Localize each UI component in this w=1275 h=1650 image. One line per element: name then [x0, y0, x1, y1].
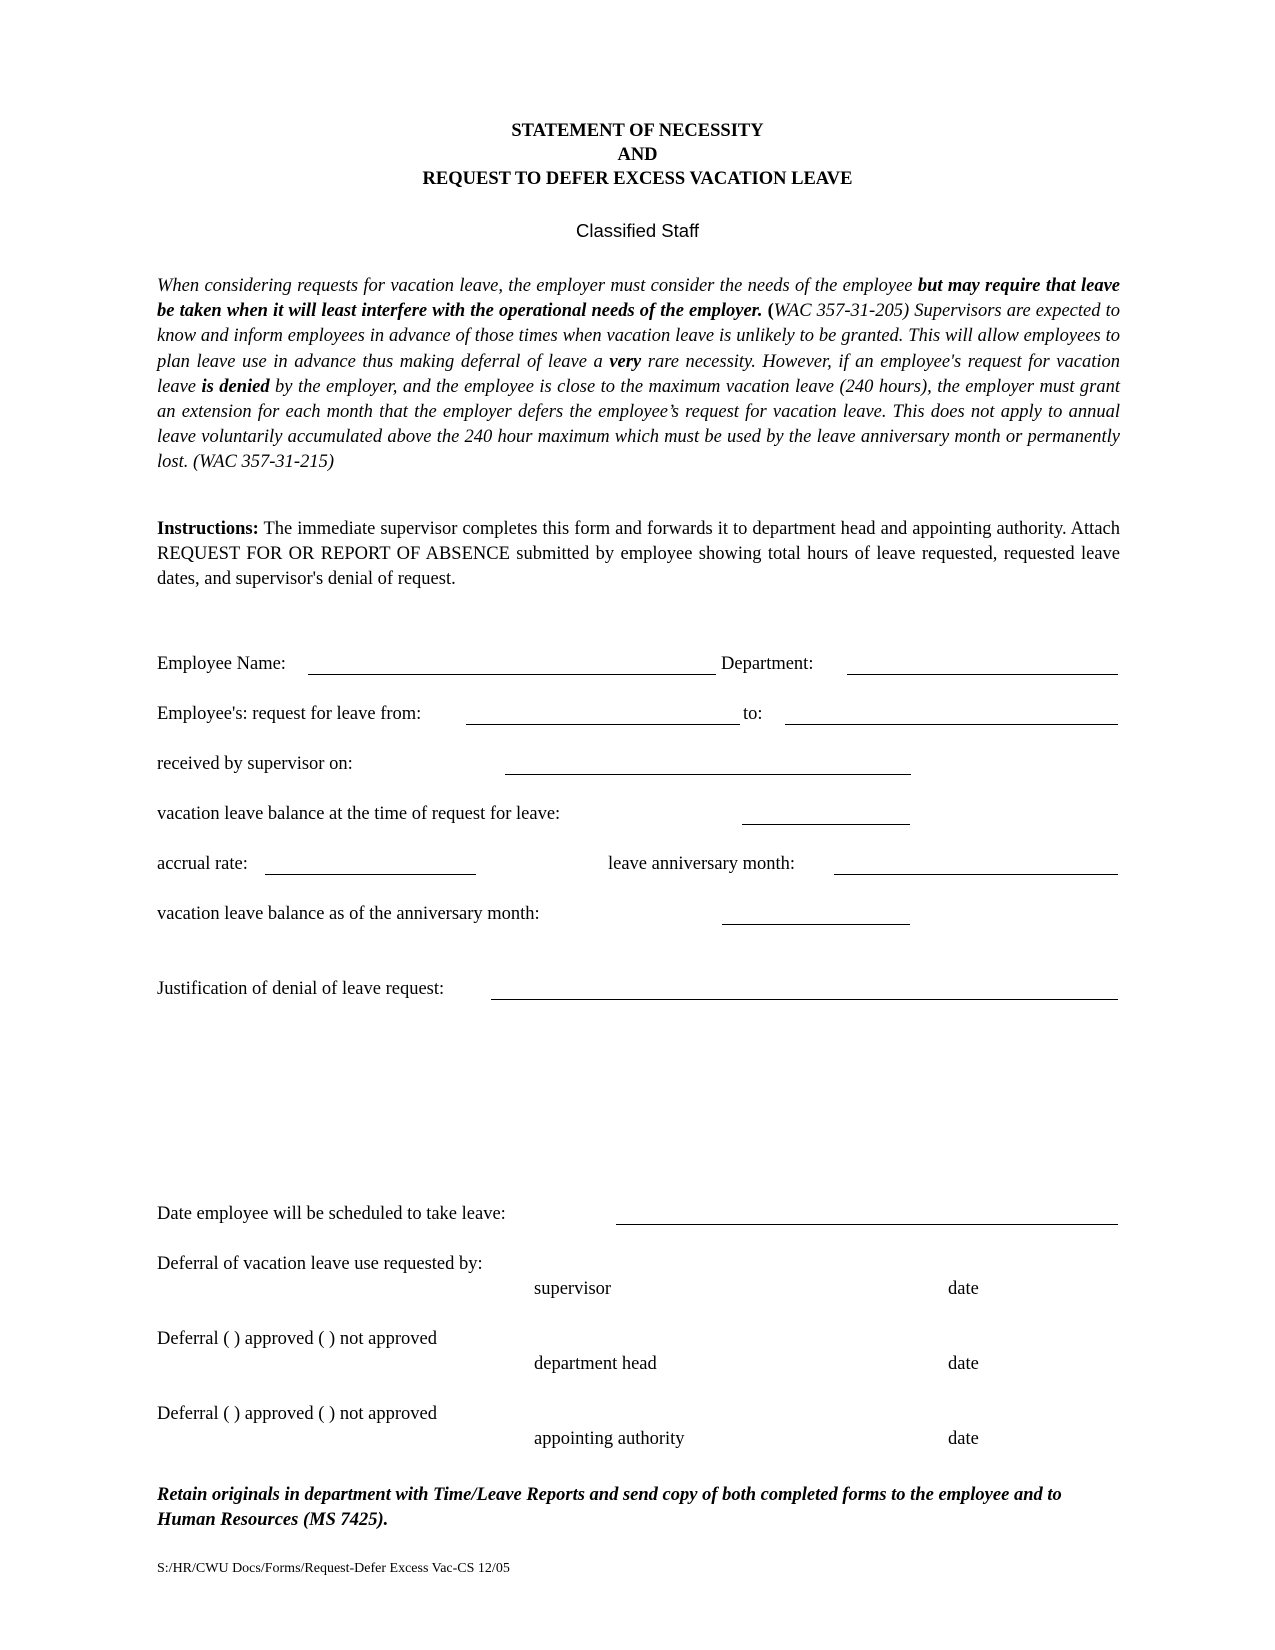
- received-by-label: received by supervisor on:: [157, 754, 353, 774]
- title-line-2: AND: [617, 145, 658, 165]
- instructions-text: The immediate supervisor completes this form and forwards it to department head and appointing authority. Attach REQUEST FOR OR REPORT OF ABSENCE submitted by employee showing total hours of leave requested, requested leave dates, and supervisor's denial of request.: [157, 519, 1120, 590]
- request-from-label: Employee's: request for leave from:: [157, 704, 422, 724]
- justification-line[interactable]: [491, 999, 1118, 1000]
- request-to-label: to:: [743, 704, 763, 724]
- deferral-approval-2: Deferral ( ) approved ( ) not approved: [157, 1404, 437, 1424]
- balance-at-request-line[interactable]: [742, 824, 910, 825]
- intro-paragraph: [157, 274, 1120, 476]
- title-line-1: STATEMENT OF NECESSITY: [511, 121, 764, 141]
- department-head-signature-caption: department head: [534, 1354, 657, 1374]
- intro-text-4: by the employer, and the employee is close to the maximum vacation leave (240 hours), the employer must grant an extension for each month that the employer defers the employee’s request for vacation leave. This does not apply to annual leave voluntarily accumulated above the 240 hour maximum which must be used by the leave anniversary month or permanently lost. (WAC 357-31-215): [157, 376, 1120, 473]
- deferral-requested-label: Deferral of vacation leave use requested by:: [157, 1254, 483, 1274]
- anniversary-month-label: leave anniversary month:: [608, 854, 795, 874]
- department-line[interactable]: [847, 674, 1118, 675]
- balance-anniversary-line[interactable]: [722, 924, 910, 925]
- intro-paren: (: [762, 301, 774, 322]
- employee-name-label: Employee Name:: [157, 654, 286, 674]
- retention-note: Retain originals in department with Time/Leave Reports and send copy of both completed forms to the employee and to Human Resources (MS 7425).: [157, 1485, 1062, 1530]
- instructions-paragraph: [157, 517, 1120, 593]
- department-label: Department:: [721, 654, 814, 674]
- intro-text-3: rare necessity. However, if an employee's request for vacation leave: [157, 351, 1120, 397]
- balance-anniversary-label: vacation leave balance as of the anniversary month:: [157, 904, 540, 924]
- title-line-3: REQUEST TO DEFER EXCESS VACATION LEAVE: [422, 169, 853, 189]
- request-to-line[interactable]: [785, 724, 1118, 725]
- appointing-authority-date-caption: date: [948, 1429, 979, 1449]
- intro-bold-1: but may require that leave be taken when it will least interfere with the operational needs of the employer.: [157, 276, 1120, 322]
- deferral-approval-1: Deferral ( ) approved ( ) not approved: [157, 1329, 437, 1349]
- anniversary-month-line[interactable]: [834, 874, 1118, 875]
- accrual-rate-label: accrual rate:: [157, 854, 248, 874]
- supervisor-signature-caption: supervisor: [534, 1279, 612, 1299]
- intro-text-2: WAC 357-31-205) Supervisors are expected to know and inform employees in advance of those times when vacation leave is unlikely to be granted. This will allow employees to plan leave use in advance thus making deferral of leave a: [157, 301, 1120, 372]
- instructions-label: Instructions:: [157, 519, 259, 539]
- employee-name-line[interactable]: [308, 674, 716, 675]
- intro-bold-2: very: [609, 351, 642, 372]
- request-from-line[interactable]: [466, 724, 740, 725]
- intro-text-1: When considering requests for vacation leave, the employer must consider the needs of the employee: [157, 276, 918, 296]
- department-head-date-caption: date: [948, 1354, 979, 1374]
- document-reference: S:/HR/CWU Docs/Forms/Request-Defer Excess Vac-CS 12/05: [157, 1561, 510, 1576]
- justification-label: Justification of denial of leave request:: [157, 979, 445, 999]
- balance-at-request-label: vacation leave balance at the time of request for leave:: [157, 804, 561, 824]
- subtitle: Classified Staff: [575, 220, 700, 241]
- scheduled-date-label: Date employee will be scheduled to take leave:: [157, 1204, 506, 1224]
- scheduled-date-line[interactable]: [616, 1224, 1118, 1225]
- received-by-line[interactable]: [505, 774, 911, 775]
- supervisor-date-caption: date: [948, 1279, 979, 1299]
- accrual-rate-line[interactable]: [265, 874, 476, 875]
- intro-bold-3: is denied: [201, 376, 270, 397]
- appointing-authority-signature-caption: appointing authority: [534, 1429, 685, 1449]
